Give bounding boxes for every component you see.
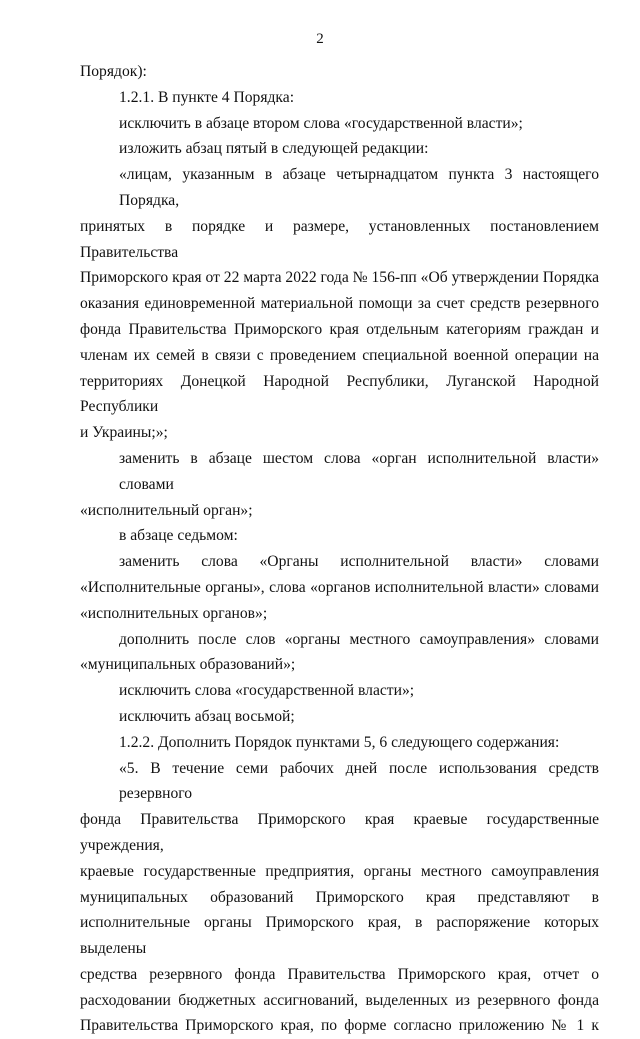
text-line: «муниципальных образований»; [80,656,296,674]
text-line: в абзаце седьмом: [119,527,238,545]
text-line: исполнительные органы Приморского края, в распоряжение которых выделены [80,914,599,958]
text-line: дополнить после слов «органы местного самоуправления» словами [119,630,599,648]
text-line: 1.2.2. Дополнить Порядок пунктами 5, 6 следующего содержания: [119,733,560,751]
text-line: «Исполнительные органы», слова «органов исполнительной власти» словами [80,578,599,596]
text-line: исключить в абзаце втором слова «государственной власти»; [119,114,523,132]
text-line: исключить слова «государственной власти»; [119,682,415,700]
text-line: территориях Донецкой Народной Республики, Луганской Народной Республики [80,372,599,416]
text-line: и Украины;»; [80,424,168,442]
text-line: Порядок): [80,63,147,80]
text-line: «лицам, указанным в абзаце четырнадцатом пункта 3 настоящего Порядка, [119,166,599,209]
text-line: расходовании бюджетных ассигнований, выделенных из резервного фонда [80,991,599,1009]
text-line: заменить слова «Органы исполнительной власти» словами [119,553,599,571]
text-line: заменить в абзаце шестом слова «орган исполнительной власти» словами [119,449,599,493]
text-line: изложить абзац пятый в следующей редакции: [119,140,429,158]
text-line: Правительства Приморского края, по форме согласно приложению № 1 к [80,1017,599,1035]
text-line: «исполнительных органов»; [80,604,268,622]
text-line: членам их семей в связи с проведением специальной военной операции на [80,346,599,364]
page-number: 2 [316,31,324,47]
text-line: краевые государственные предприятия, органы местного самоуправления [80,862,599,880]
text-line: 1.2.1. В пункте 4 Порядка: [119,88,295,106]
text-line: Приморского края от 22 марта 2022 года № 156-пп «Об утверждении Порядка [80,269,599,287]
text-line: оказания единовременной материальной помощи за счет средств резервного [80,295,599,313]
text-line: средства резервного фонда Правительства Приморского края, отчет о [80,965,599,983]
text-line: исключить абзац восьмой; [119,707,295,725]
text-line: принятых в порядке и размере, установленных постановлением Правительства [80,217,599,261]
text-line: «исполнительный орган»; [80,501,253,519]
text-line: фонда Правительства Приморского края краевые государственные учреждения, [80,811,599,854]
text-line: «5. В течение семи рабочих дней после использования средств резервного [119,759,599,803]
text-line: муниципальных образований Приморского края представляют в [80,888,599,906]
text-line: фонда Правительства Приморского края отдельным категориям граждан и [80,320,599,338]
document-body [80,59,599,1039]
